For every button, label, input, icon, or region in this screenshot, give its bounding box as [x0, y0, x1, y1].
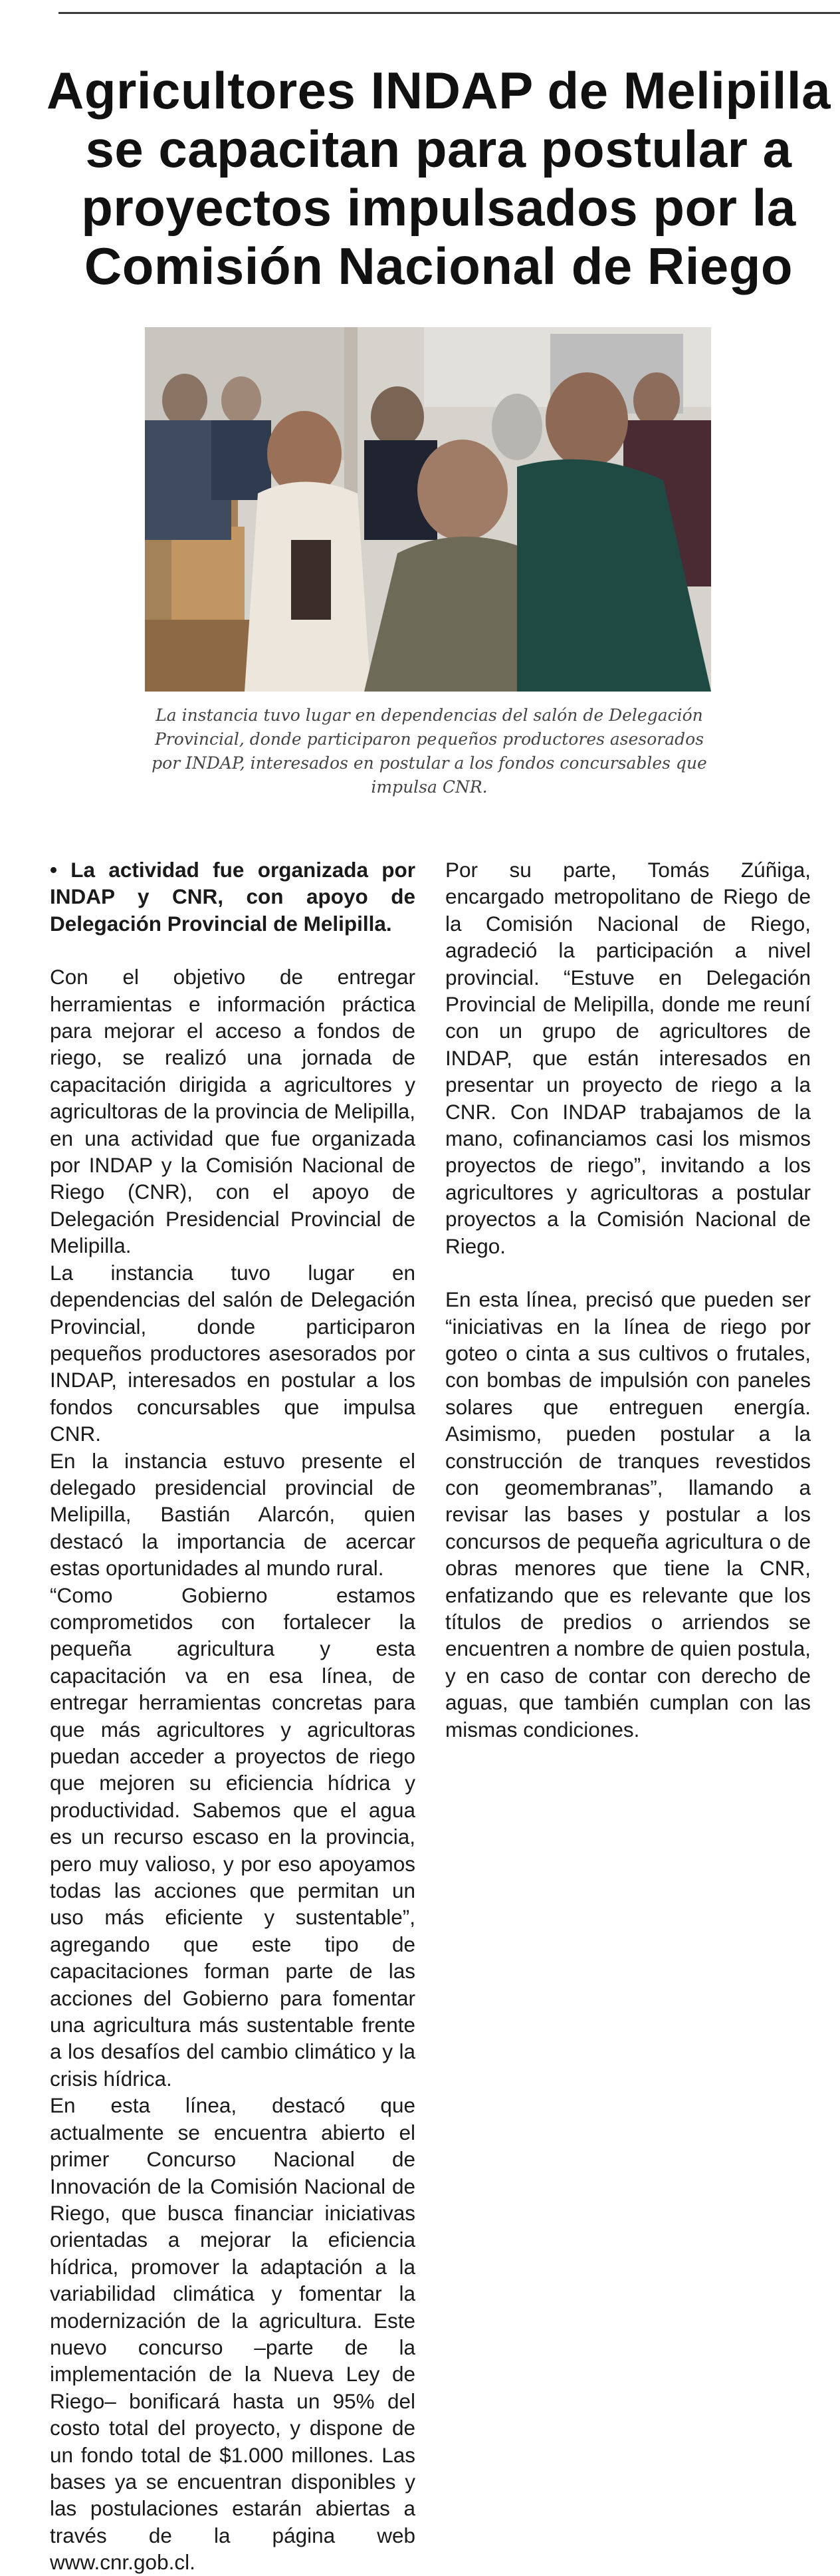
article-lead: • La actividad fue organizada por INDAP y CNR, con apoyo de Delegación Provincial de Melipilla. — [50, 858, 415, 936]
article-paragraph: Con el objetivo de entregar herramientas e información práctica para mejorar el acceso a fondos de riego, se realizó una jornada de capacitación dirigida a agricultores y agricultoras de la provincia de Melipilla, en una actividad que fue organizada por INDAP y la Comisión Nacional de Riego (CNR), con el apoyo de Delegación Presidencial Provincial de Melipilla. — [50, 965, 415, 1258]
photo-caption: La instancia tuvo lugar en dependencias del salón de Delegación Provincial, donde participaron pequeños productores asesorados por INDAP, interesados en postular a los fondos concursables que impulsa CNR. — [152, 706, 707, 797]
group-of-farmers-photo-icon — [145, 327, 711, 692]
article-paragraph: Por su parte, Tomás Zúñiga, encargado metropolitano de Riego de la Comisión Nacional de Riego, agradeció la participación a nivel provincial. “Estuve en Delegación Provincial de Melipilla, donde me reuní con un grupo de agricultores de INDAP, que están interesados en presentar un proyecto de riego a la CNR. Con INDAP trabajamos de la mano, cofinanciamos casi los mismos proyectos de riego”, invitando a los agricultores y agricultoras a postular proyectos a la Comisión Nacional de Riego. — [445, 858, 811, 1258]
article-column-left — [50, 856, 415, 2576]
article-paragraph: En esta línea, precisó que pueden ser “iniciativas en la línea de riego por goteo o cinta a sus cultivos o frutales, con bombas de impulsión con paneles solares que entreguen energía. Asimismo, pueden postular a la construcción de tranques revestidos con geomembranas”, llamando a revisar las bases y postular a los concursos de pequeña agricultura o de obras menores que tiene la CNR, enfatizando que es relevante que los títulos de predios o arriendos se encuentren a nombre de quien postula, y en caso de contar con derecho de aguas, que también cumplan con las mismas condiciones. — [445, 1287, 811, 1741]
article-column-right — [445, 856, 811, 1743]
top-rule — [58, 12, 840, 14]
article-paragraph: En la instancia estuvo presente el delegado presidencial provincial de Melipilla, Bastián Alarcón, quien destacó la importancia de acercar estas oportunidades al mundo rural. — [50, 1448, 415, 1581]
article-paragraph: La instancia tuvo lugar en dependencias del salón de Delegación Provincial, donde participaron pequeños productores asesorados por INDAP, interesados en postular a los fondos concursables que impulsa CNR. — [50, 1260, 415, 1446]
article-paragraph: En esta línea, destacó que actualmente se encuentra abierto el primer Concurso Nacional de Innovación de la Comisión Nacional de Riego, que busca financiar iniciativas orientadas a mejorar la eficiencia hídrica, promover la adaptación a la variabilidad climática y fomentar la modernización de la agricultura. Este nuevo concurso –parte de la implementación de la Nueva Ley de Riego– bonificará hasta un 95% del costo total del proyecto, y dispone de un fondo total de $1.000 millones. Las bases ya se encuentran disponibles y las postulaciones estarán abiertas a través de la página web www.cnr.gob.cl. — [50, 2093, 415, 2575]
article-photo — [145, 327, 711, 692]
headline: Agricultores INDAP de Melipilla se capacitan para postular a proyectos impulsados por la Comisión Nacional de Riego — [47, 61, 831, 296]
article-paragraph: “Como Gobierno estamos comprometidos con fortalecer la pequeña agricultura y esta capacitación va en esa línea, de entregar herramientas concretas para que más agricultores y agricultoras puedan acceder a proyectos de riego que mejoren su eficiencia hídrica y productividad. Sabemos que el agua es un recurso escaso en la provincia, pero muy valioso, y por eso apoyamos todas las acciones que permitan un uso más eficiente y sustentable”, agregando que este tipo de capacitaciones forman parte de las acciones del Gobierno para fomentar una agricultura más sustentable frente a los desafíos del cambio climático y la crisis hídrica. — [50, 1583, 415, 2091]
